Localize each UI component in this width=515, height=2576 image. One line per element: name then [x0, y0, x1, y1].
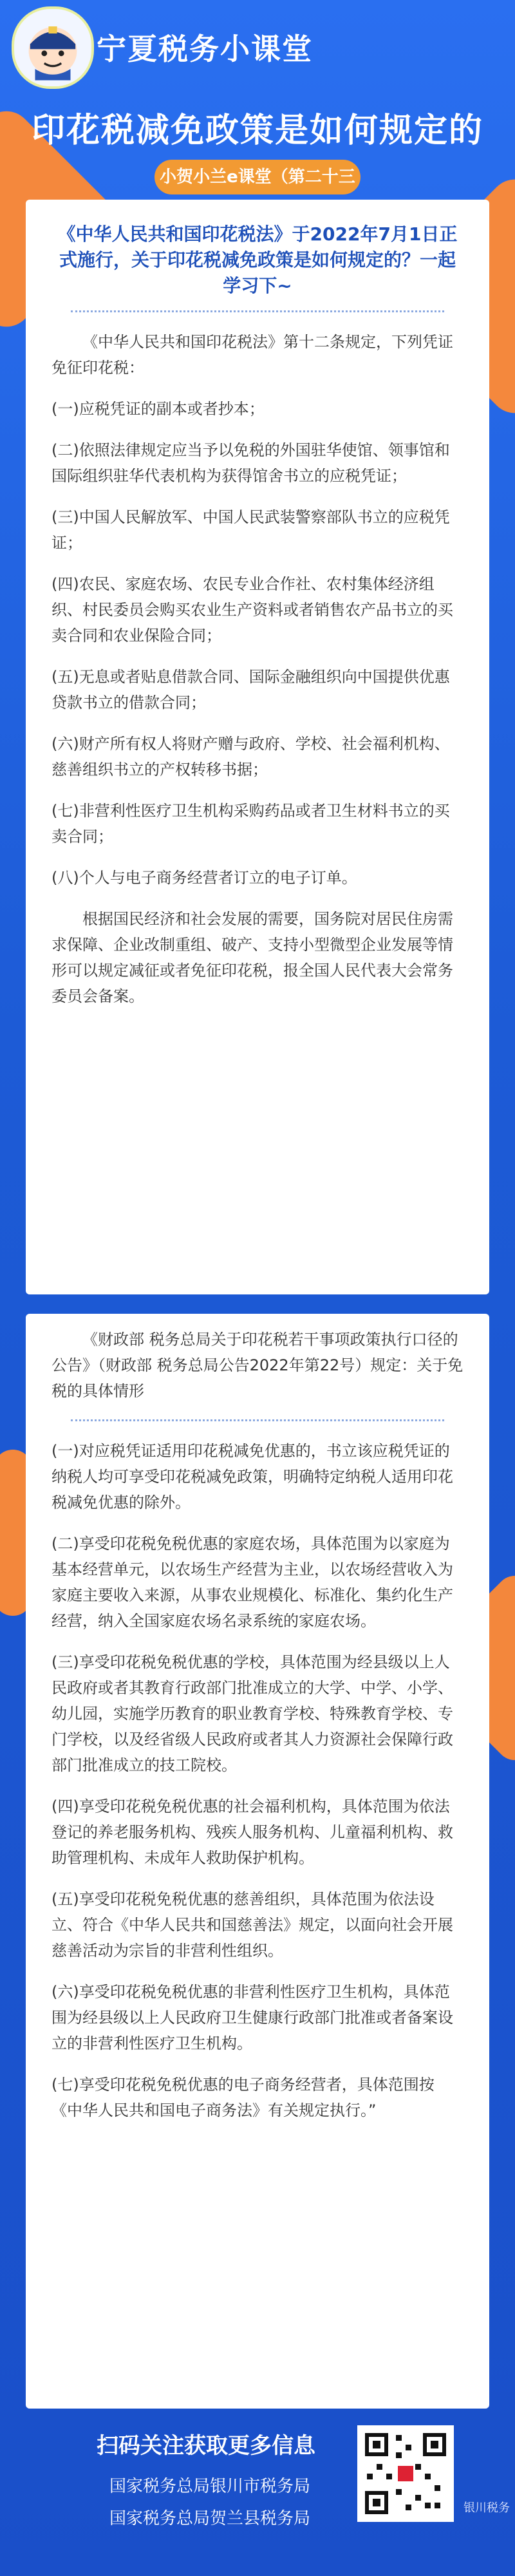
paragraph: 根据国民经济和社会发展的需要，国务院对居民住房需求保障、企业改制重组、破产、支持小型微型企业发展等情形可以规定减征或者免征印花税，报全国人民代表大会常务委员会备案。	[52, 910, 453, 1005]
paragraph: 《中华人民共和国印花税法》第十二条规定，下列凭证免征印花税：	[52, 333, 453, 377]
watermark-text: 银川税务	[464, 2501, 510, 2515]
issue-badge: 小贺小兰e课堂（第二十三	[154, 160, 360, 194]
footer	[0, 2421, 515, 2576]
lead-text: 《中华人民共和国印花税法》于2022年7月1日正式施行，关于印花税减免政策是如何规定的？一起学习下~	[57, 223, 458, 296]
paragraph: (五)无息或者贴息借款合同、国际金融组织向中国提供优惠贷款书立的借款合同；	[52, 668, 450, 712]
policy-card-announcement	[26, 1314, 489, 2409]
paragraph: (二)享受印花税免税优惠的家庭农场，具体范围为以家庭为基本经营单元，以农场生产经营为主业，以农场经营收入为家庭主要收入来源，从事农业规模化、标准化、集约化生产经营，纳入全国家庭农场名录系统的家庭农场。	[52, 1535, 453, 1630]
paragraph: (四)农民、家庭农场、农民专业合作社、农村集体经济组织、村民委员会购买农业生产资料或者销售农产品书立的买卖合同和农业保险合同；	[52, 575, 453, 645]
office-line: 国家税务总局银川市税务局	[109, 2477, 311, 2496]
paragraph: (七)非营利性医疗卫生机构采购药品或者卫生材料书立的买卖合同；	[52, 802, 450, 846]
paragraph: 《财政部 税务总局关于印花税若干事项政策执行口径的公告》（财政部 税务总局公告2022年第22号）规定：关于免税的具体情形	[52, 1331, 464, 1400]
page-title: 印花税减免政策是如何规定的	[31, 111, 483, 150]
police-mascot-icon	[12, 6, 94, 89]
paragraph: (六)享受印花税免税优惠的非营利性医疗卫生机构，具体范围为经县级以上人民政府卫生健康行政部门批准或者备案设立的非营利性医疗卫生机构。	[52, 1983, 453, 2052]
divider	[71, 310, 444, 312]
paragraph: (一)应税凭证的副本或者抄本；	[52, 400, 265, 418]
paragraph: (四)享受印花税免税优惠的社会福利机构，具体范围为依法登记的养老服务机构、残疾人服务机构、儿童福利机构、救助管理机构、未成年人救助保护机构。	[52, 1797, 453, 1867]
qr-code-icon	[357, 2425, 454, 2522]
policy-card-law	[26, 200, 489, 1294]
divider	[71, 1419, 444, 1421]
paragraph: (五)享受印花税免税优惠的慈善组织，具体范围为依法设立、符合《中华人民共和国慈善法》规定，以面向社会开展慈善活动为宗旨的非营利性组织。	[52, 1890, 453, 1960]
paragraph: (七)享受印花税免税优惠的电子商务经营者，具体范围按《中华人民共和国电子商务法》有关规定执行。”	[52, 2076, 435, 2119]
paragraph: (一)对应税凭证适用印花税减免优惠的，书立该应税凭证的纳税人均可享受印花税减免政策，明确特定纳税人适用印花税减免优惠的除外。	[52, 1442, 453, 1511]
paragraph: (三)中国人民解放军、中国人民武装警察部队书立的应税凭证；	[52, 508, 450, 552]
scan-title: 扫码关注获取更多信息	[97, 2433, 315, 2459]
paragraph: (二)依照法律规定应当予以免税的外国驻华使馆、领事馆和国际组织驻华代表机构为获得馆舍书立的应税凭证；	[52, 441, 450, 485]
paragraph: (六)财产所有权人将财产赠与政府、学校、社会福利机构、慈善组织书立的产权转移书据；	[52, 735, 450, 779]
paragraph: (三)享受印花税免税优惠的学校，具体范围为经县级以上人民政府或者其教育行政部门批准成立的大学、中学、小学、幼儿园，实施学历教育的职业教育学校、特殊教育学校、专门学校，以及经省级人民政府或者其人力资源社会保障行政部门批准成立的技工院校。	[52, 1653, 453, 1774]
header	[0, 0, 515, 187]
brand-title: 宁夏税务小课堂	[97, 32, 313, 66]
office-line: 国家税务总局贺兰县税务局	[109, 2509, 311, 2528]
paragraph: (八)个人与电子商务经营者订立的电子订单。	[52, 869, 357, 887]
